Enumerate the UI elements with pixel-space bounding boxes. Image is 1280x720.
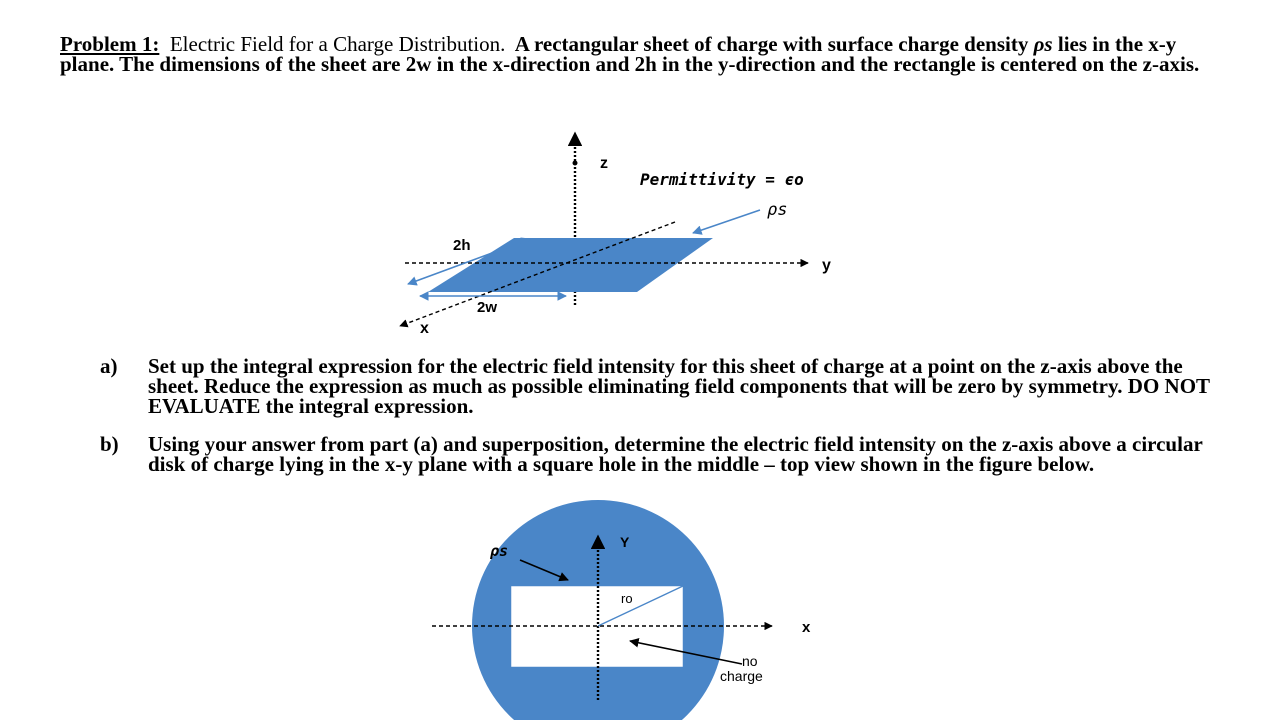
charge-sheet — [428, 238, 713, 292]
part-a-letter: a) — [100, 354, 118, 378]
w-dimension-label: 2w — [477, 299, 498, 316]
problem-label: Problem 1: — [60, 32, 160, 56]
figure-2-disk-diagram — [432, 500, 811, 720]
part-b-text: Using your answer from part (a) and superposition, determine the electric field intensity on the z-axis above a circular disk of charge lying in the x-y plane with a square hole in the middle – top view shown in the figure below. — [148, 432, 1203, 476]
y-axis-label: y — [822, 257, 831, 274]
rho-pointer-arrow — [693, 210, 760, 233]
problem-text-1: A rectangular sheet of charge with surface charge density — [514, 32, 1029, 56]
z-point-marker — [573, 161, 578, 166]
no-charge-label-line-1: no — [742, 653, 758, 669]
part-b-letter: b) — [100, 432, 119, 456]
part-a-text: Set up the integral expression for the electric field intensity for this sheet of charge at a point on the z-axis above the sheet. Reduce the expression as much as possible eliminating field components that will be zero by symmetry. DO NOT EVALUATE the integral expression. — [148, 354, 1210, 418]
disk-y-label: Y — [620, 534, 630, 550]
rho-symbol: ρs — [1033, 32, 1053, 56]
problem-text-2: lies in the x-y plane. The dimensions of the sheet are 2w in the x-direction and 2h in the y-direction and the rectangle is centered on the z-axis. — [60, 32, 1200, 76]
permittivity-label: Permittivity = ϵo — [640, 170, 804, 189]
figure-1-sheet-diagram — [400, 133, 831, 337]
disk-x-label: x — [802, 619, 811, 636]
radius-label: ro — [621, 591, 633, 606]
z-axis-label: z — [600, 155, 608, 172]
problem-title: Electric Field for a Charge Distribution. — [169, 32, 506, 56]
disk-rho-label: ρs — [490, 542, 509, 560]
x-axis-label: x — [420, 320, 429, 337]
h-dimension-label: 2h — [453, 237, 471, 254]
rho-label: ρs — [767, 200, 788, 220]
no-charge-label-line-2: charge — [720, 668, 763, 684]
